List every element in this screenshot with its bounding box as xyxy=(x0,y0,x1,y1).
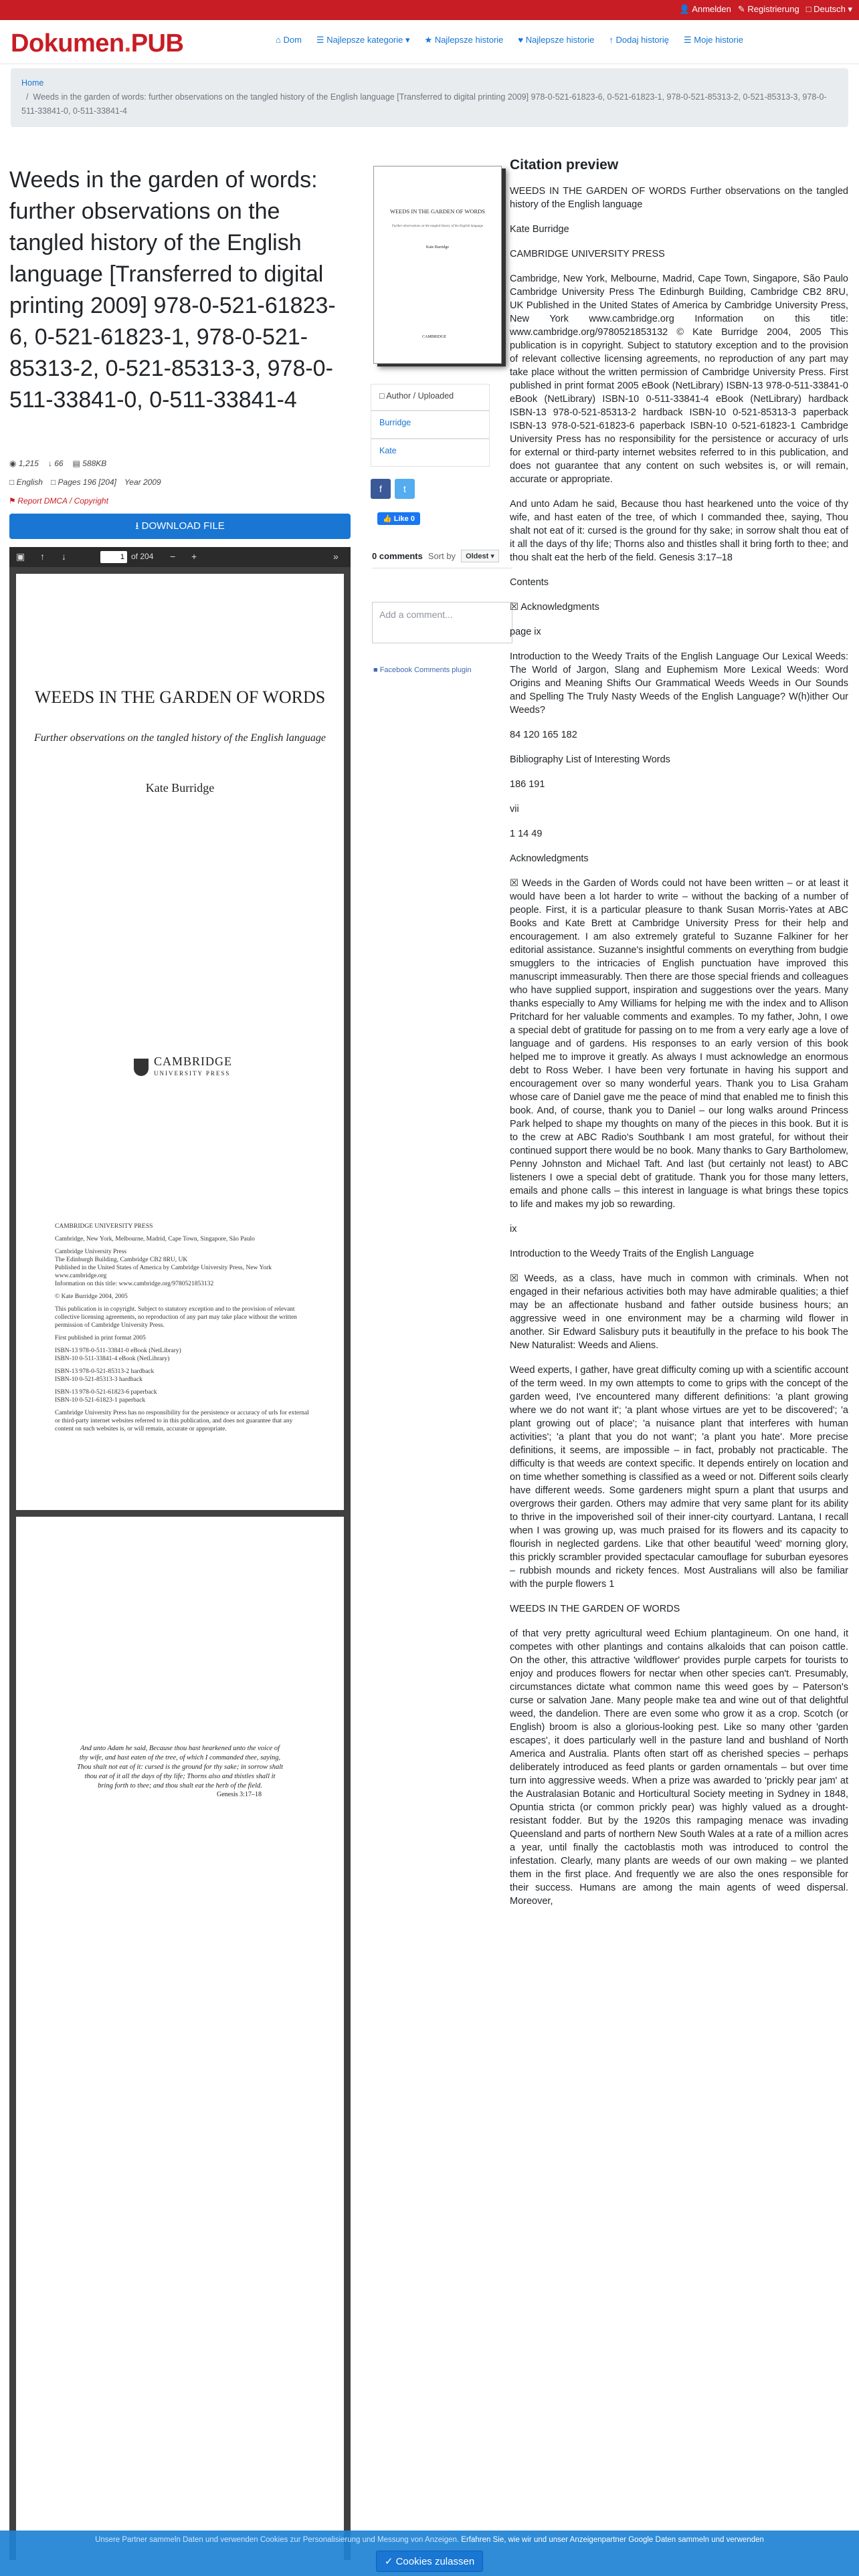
copyright-text: Cambridge University Press xyxy=(55,1249,127,1255)
cambridge-logo xyxy=(134,1055,232,1079)
epigraph-citation: Genesis 3:17–18 xyxy=(217,1791,262,1798)
book-title: Weeds in the garden of words: further observations on the tangled history of the English language [Transferred to digital printing 2009] 978-0-521-61823-6, 0-521-61823-1, 978-0-521-85313-2, 0-521-85313-3, 978-0-511-33841-0, 0-511-33841-4 xyxy=(9,167,336,413)
comments-header xyxy=(372,550,512,568)
language-stat: □ English xyxy=(9,477,43,487)
cambridge-shield-icon xyxy=(134,1059,149,1076)
cambridge-name: CAMBRIDGE xyxy=(154,1055,233,1068)
isbn-line: ISBN-13 978-0-521-61823-6 paperback xyxy=(55,1389,157,1396)
allow-cookies-label: Cookies zulassen xyxy=(395,2556,475,2567)
cover-author: Kate Burridge xyxy=(425,245,450,249)
download-button[interactable]: ⭳ DOWNLOAD FILE xyxy=(9,514,351,539)
navbar xyxy=(0,20,859,64)
logo-tld: PUB xyxy=(130,29,184,58)
citation-paragraph: ☒ Weeds in the Garden of Words could not have been written – or at least it would have been a lot harder to write – without the backing of a number of people. First, it is a particular pleasure to thank Susan Morris-Yates at ABC Books and Kate Brett at Cambridge University Press for their help and encouragement. I am also extremely grateful to Suzanne Falkiner for her editorial assistance. Suzanne's insightful comments on everything from budgie smugglers to the intricacies of English punctuation have improved this manuscript immeasurably. Then there are those special friends and colleagues who have supplied support, inspiration and suggestions over the years. Many thanks especially to Amy Williams for helping me with the index and to Allison Pritchard for her valuable comments and examples. To my father, John, I owe a special debt of gratitude for passing on to me from a very early age a love of language and of gardens. His responses to an early version of this book helped me to improve it greatly. As always I must acknowledge an enormous debt to Ross Weber. I have been very fortunate in having his support and encouragement over so many wonderful years. Thank you to Lisa Graham whose care of Daniel gave me the peace of mind that enabled me to finish this book. And, of course, thank you to Daniel – our long walks around Princess Park helped to shape my thoughts on many of the pieces in this book. But it is to the crew at ABC Radio's Southbank I am most grateful, for without their continued support there would be no book. Many thanks to Gary Bartholomew, Penny Johnston and Michael Taft. And last (but certainly not least) to ABC listeners I owe a special debt of gratitude. Thank you for those many letters, emails and phone calls – this interest in language is what brings these topics to life and makes my job so rewarding. xyxy=(510,878,848,1210)
copyright-text: Information on this title: www.cambridge.org/9780521853132 xyxy=(55,1281,214,1287)
book-details xyxy=(9,477,161,487)
citation-paragraph: Acknowledgments xyxy=(510,853,589,864)
copyright-block xyxy=(55,1222,309,1438)
citation-paragraph: And unto Adam he said, Because thou hast hearkened unto the voice of thy wife, and hast eaten of the tree, of which I commanded thee, saying, Thou shalt not eat of it: cursed is the ground for thy sake; in sorrow shalt thou eat of it all the days of thy life; Thorns also and thistles shall it bring forth to thee; and thou shalt eat the herb of the field. Genesis 3:17–18 xyxy=(510,499,848,563)
nav-categories[interactable]: ☰ Najlepsze kategorie ▾ xyxy=(316,35,410,45)
comments-count: 0 comments xyxy=(372,551,423,561)
book-stats xyxy=(9,459,106,468)
nav-my-stories-label: Moje historie xyxy=(694,35,743,45)
download-label: DOWNLOAD FILE xyxy=(141,520,225,532)
register-link[interactable]: ✎ Registrierung xyxy=(737,4,799,14)
report-label: Report DMCA / Copyright xyxy=(17,496,108,506)
tools-menu-icon[interactable]: » xyxy=(333,551,339,562)
cambridge-wordmark xyxy=(154,1055,232,1079)
main-nav xyxy=(276,35,743,45)
views-stat: ◉ 1,215 xyxy=(9,459,39,468)
page-down-icon[interactable]: ↓ xyxy=(62,551,66,562)
citation-paragraph: 84 120 165 182 xyxy=(510,730,577,740)
citation-paragraph: CAMBRIDGE UNIVERSITY PRESS xyxy=(510,249,665,259)
page-up-icon[interactable]: ↑ xyxy=(40,551,45,562)
cambridge-sub: UNIVERSITY PRESS xyxy=(154,1070,231,1077)
like-label: Like 0 xyxy=(393,515,415,523)
viewer-toolbar xyxy=(9,547,351,567)
pdf-book-author: Kate Burridge xyxy=(145,781,215,794)
citation-paragraph: Kate Burridge xyxy=(510,224,569,235)
citation-paragraph: Bibliography List of Interesting Words xyxy=(510,754,670,765)
pdf-book-title: WEEDS IN THE GARDEN OF WORDS xyxy=(34,687,326,707)
copyright-line: This publication is in copyright. Subject to statutory exception and to the provision of relevant collective licensing agreements, no reproduction of any part may take place without the written permission of Cambridge University Press. xyxy=(55,1306,297,1329)
copyright-line: Cambridge University Press has no responsibility for the persistence or accuracy of urls for external or third-party internet websites referred to in this publication, and does not guarantee that any content on such websites is, or will remain, accurate or appropriate. xyxy=(55,1410,309,1432)
allow-cookies-button[interactable]: ✓ Cookies zulassen xyxy=(376,2551,483,2572)
sort-label: Sort by xyxy=(427,551,456,561)
tag-kate[interactable]: Kate xyxy=(371,439,490,467)
isbn-line: ISBN-13 978-0-511-33841-0 eBook (NetLibrary) xyxy=(55,1348,181,1354)
epigraph: And unto Adam he said, Because thou hast hearkened unto the voice of thy wife, and hast eaten of the tree, of which I commanded thee, saying, Thou shalt not eat of it: cursed is the ground for thy sake; in sorrow shalt thou eat of it all the days of thy life; Thorns also and thistles shall it bring forth to thee; and thou shalt eat the herb of the field. xyxy=(76,1745,284,1790)
downloads-stat: ↓ 66 xyxy=(47,459,64,468)
pdf-viewer[interactable] xyxy=(9,547,351,2560)
comment-input[interactable]: Add a comment... xyxy=(372,602,512,643)
citation-paragraph: Cambridge, New York, Melbourne, Madrid, Cape Town, Singapore, São Paulo Cambridge University Press The Edinburgh Building, Cambridge CB2 8RU, UK Published in the United States of America by Cambridge University Press, New York www.cambridge.org Information on this title: www.cambridge.org/9780521853132 © Kate Burridge 2004, 2005 This publication is in copyright. Subject to statutory exception and to the provision of relevant collective licensing agreements, no reproduction of any part may take place without the written permission of Cambridge University Press. First published in print format 2005 eBook (NetLibrary) ISBN-13 978-0-511-33841-0 eBook (NetLibrary) ISBN-10 0-511-33841-4 eBook (NetLibrary) hardback ISBN-13 978-0-521-85313-2 hardback ISBN-10 0-521-85313-3 paperback ISBN-13 978-0-521-61823-6 paperback ISBN-10 0-521-61823-1 Cambridge University Press has no responsibility for the persistence or accuracy of urls for external or third-party internet websites referred to in this publication, and does not guarantee that any content on such websites is, or will remain, accurate or appropriate. xyxy=(510,274,848,485)
citation-paragraph: page ix xyxy=(510,627,541,637)
tag-burridge[interactable]: Burridge xyxy=(371,411,490,439)
breadcrumb xyxy=(11,68,848,127)
nav-top-stories[interactable]: ★ Najlepsze historie xyxy=(424,35,504,45)
year-stat: Year 2009 xyxy=(124,477,161,487)
nav-best-stories[interactable]: ♥ Najlepsze historie xyxy=(518,35,595,45)
facebook-share-icon[interactable]: f xyxy=(371,479,391,499)
login-label: Anmelden xyxy=(692,4,731,14)
cover-publisher: CAMBRIDGE xyxy=(422,335,447,339)
copyright-line: First published in print format 2005 xyxy=(55,1335,146,1341)
site-logo[interactable] xyxy=(11,29,183,58)
nav-my-stories[interactable]: ☰ Moje historie xyxy=(684,35,743,45)
breadcrumb-separator: / xyxy=(21,92,33,102)
page-number-input[interactable]: 1 xyxy=(100,551,127,563)
downloads-count: 66 xyxy=(54,459,64,468)
account-links xyxy=(679,4,852,15)
book-pages: Pages 196 [204] xyxy=(58,477,116,487)
plugin-label: Facebook Comments plugin xyxy=(379,666,472,674)
facebook-plugin-link[interactable]: ■ Facebook Comments plugin xyxy=(373,666,472,674)
isbn-line: ISBN-10 0-521-85313-3 hardback xyxy=(55,1376,142,1383)
logo-dot: . xyxy=(124,29,131,58)
nav-best-stories-label: Najlepsze historie xyxy=(525,35,595,45)
pages-stat: □ Pages 196 [204] xyxy=(50,477,116,487)
register-label: Registrierung xyxy=(747,4,799,14)
copyright-text: The Edinburgh Building, Cambridge CB2 8RU, UK xyxy=(55,1257,188,1263)
copyright-text: Published in the United States of America by Cambridge University Press, New York xyxy=(55,1265,272,1271)
file-size: 588KB xyxy=(82,459,107,468)
citation-paragraph: ☒ Weeds, as a class, have much in common with criminals. When not engaged in their nefarious activities both may have admirable qualities; a thief may be an affectionate husband and father outside business hours; an aggressive weed in one environment may be a charming wild flower in another. Sir Edward Salisbury puts it beautifully in the preface to his book The New Naturalist: Weeds and Aliens. xyxy=(510,1273,848,1351)
breadcrumb-current: Weeds in the garden of words: further observations on the tangled history of the English language [Transferred to digital printing 2009] 978-0-521-61823-6, 0-521-61823-1, 978-0-521-85313-2, 0-521-85313-3, 978-0-511-33841-0, 0-511-33841-4 xyxy=(21,92,827,116)
cookie-info-link[interactable]: Erfahren Sie, wie wir und unser Anzeigenpartner Google Daten sammeln und verwenden xyxy=(461,2536,764,2544)
cover-title: WEEDS IN THE GARDEN OF WORDS xyxy=(389,208,486,215)
isbn-line: ISBN-10 0-511-33841-4 eBook (NetLibrary) xyxy=(55,1356,170,1362)
breadcrumb-home[interactable]: Home xyxy=(21,78,44,88)
citation-paragraph: Introduction to the Weedy Traits of the English Language xyxy=(510,1249,754,1259)
citation-paragraph: 186 191 xyxy=(510,779,545,790)
top-bar xyxy=(0,0,859,20)
cookie-banner xyxy=(0,2531,859,2576)
citation-paragraph: WEEDS IN THE GARDEN OF WORDS xyxy=(510,1604,680,1614)
sort-value: Oldest xyxy=(466,552,489,560)
nav-home-label: Dom xyxy=(283,35,302,45)
twitter-share-icon[interactable]: t xyxy=(395,479,415,499)
pdf-page-1 xyxy=(16,574,344,1510)
cookie-text: Unsere Partner sammeln Daten und verwenden Cookies zur Personalisierung und Messung von Anzeigen. xyxy=(95,2536,460,2544)
isbn-list xyxy=(55,1368,309,1384)
nav-add-story-label: Dodaj historię xyxy=(615,35,669,45)
book-language: English xyxy=(16,477,43,487)
language-label: Deutsch xyxy=(814,4,846,14)
pdf-page-2 xyxy=(16,1517,344,2560)
copyright-line xyxy=(55,1248,309,1288)
citation-paragraph: 1 14 49 xyxy=(510,829,543,839)
pdf-book-subtitle: Further observations on the tangled history of the English language xyxy=(34,732,326,744)
views-count: 1,215 xyxy=(18,459,39,468)
citation-paragraph: ☒ Acknowledgments xyxy=(510,602,599,613)
citation-paragraph: Weed experts, I gather, have great difficulty coming up with a scientific account of the term weed. In my own attempts to come to grips with the concept of the garden weed, I've encountered many different definitions: 'a plant growing where we do not want it'; 'a plant whose virtues are yet to be discovered'; 'a plant growing out of place'; 'a nuisance plant that interferes with human activities'; 'a plant that you do not want'; 'a plant you hate'. More precise definitions, it seems, are impossible – in fact, probably not practicable. The difficulty is that weeds are context specific. It depends entirely on location and on time whether something is classified as a weed or not. Different soils clearly have different weeds. Some gardeners might spurn a plant that usurps and overgrows their garden. Others may admire that very same plant for its ability to thrive in the impoverished soil of their inner-city courtyard. Lantana, I recall when I was growing up, was much praised for its flowers and its capacity to flourish in neglected gardens. Like that other beautiful 'weed' morning glory, this prickly scrambler provided spectacular camouflage for suburban eyesores – rubbish mounds and rickety fences. Most Australians will also be familiar with the purple flowers 1 xyxy=(510,1365,848,1590)
nav-categories-label: Najlepsze kategorie xyxy=(326,35,403,45)
nav-home[interactable]: ⌂ Dom xyxy=(276,35,302,45)
isbn-list xyxy=(55,1347,309,1363)
share-buttons xyxy=(371,479,415,499)
book-cover xyxy=(373,166,502,364)
sort-select[interactable]: Oldest ▾ xyxy=(461,550,499,562)
citation-paragraph: of that very pretty agricultural weed Echium plantagineum. On one hand, it competes with other plantings and contains alkaloids that can poison cattle. On the other, this attractive 'wildflower' provides purple carpets for tourists to enjoy and produces flowers for nectar when other species can't. Presumably, circumstances dictate what common name this weed goes by – Paterson's curse or salvation Jane. Many people make tea and wine out of that delightful weed, the dandelion. There are even some who grow it as a crop. Scotch (or English) broom is also a glorious-looking pest. Like so many other 'garden escapes', it does particularly well in the pasture land and bushland of North America and Australia. Plants often start off as cherished species – perhaps deliberately introduced as feed plants or garden ornamentals – but over time turn into aggressive weeds. When a prize was awarded to 'prickly pear jam' at the Australasian Botanic and Horticultural Society meeting in Sydney in 1848, Opuntia stricta (or common prickly pear) was highly valued as a drought-resistant fodder. But by the 1920s this rampaging menace was invading Queensland and parts of northern New South Wales at a rate of a million acres a year, until finally the cactoblastis moth was introduced to control the infestation. Clearly, many plants are weeds of our own making – we planted them in the first place. And frequently we are also the ones responsible for their success. Humans are among the main agents of weed dispersal. Moreover, xyxy=(510,1628,848,1907)
copyright-line: CAMBRIDGE UNIVERSITY PRESS xyxy=(55,1223,153,1230)
nav-add-story[interactable]: ↑ Dodaj historię xyxy=(609,35,669,45)
language-select[interactable]: □ Deutsch ▾ xyxy=(805,4,852,14)
zoom-out-icon[interactable]: − xyxy=(170,551,176,562)
page-total: of 204 xyxy=(131,552,154,561)
report-link[interactable]: ⚑ Report DMCA / Copyright xyxy=(9,496,108,506)
citation-paragraph: Introduction to the Weedy Traits of the English Language Our Lexical Weeds: The World of Jargon, Slang and Euphemism More Lexical Weeds: Word Origins and Meaning Shifts Our Grammatical Weeds Weeds in Our Sounds and Spelling The Truly Nasty Weeds of the English Language? W(h)ither Our Weeds? xyxy=(510,651,848,716)
citation-heading: Citation preview xyxy=(510,157,619,173)
citation-paragraph: vii xyxy=(510,804,519,815)
isbn-list xyxy=(55,1388,309,1404)
isbn-line: ISBN-13 978-0-521-85313-2 hardback xyxy=(55,1368,155,1375)
nav-top-stories-label: Najlepsze historie xyxy=(434,35,504,45)
cover-subtitle: Further observations on the tangled history of the English language xyxy=(391,225,484,228)
isbn-line: ISBN-10 0-521-61823-1 paperback xyxy=(55,1397,146,1404)
copyright-line: © Kate Burridge 2004, 2005 xyxy=(55,1293,128,1300)
copyright-text: www.cambridge.org xyxy=(55,1273,107,1279)
size-stat: ▤ 588KB xyxy=(72,459,107,468)
citation-preview xyxy=(510,156,848,1919)
citation-paragraph: WEEDS IN THE GARDEN OF WORDS Further observations on the tangled history of the English language xyxy=(510,186,848,210)
sidebar-toggle-icon[interactable]: ▣ xyxy=(16,551,25,562)
facebook-like-button[interactable]: 👍 Like 0 xyxy=(377,512,420,525)
zoom-in-icon[interactable]: + xyxy=(191,551,197,562)
copyright-line: Cambridge, New York, Melbourne, Madrid, Cape Town, Singapore, São Paulo xyxy=(55,1236,255,1243)
logo-main: Dokumen xyxy=(11,29,124,58)
citation-paragraph: Contents xyxy=(510,577,549,588)
login-link[interactable]: 👤 Anmelden xyxy=(679,4,731,14)
citation-paragraph: ix xyxy=(510,1224,517,1235)
author-uploaded-label: Author / Uploaded xyxy=(386,391,454,401)
author-uploaded-box: □ Author / Uploaded xyxy=(371,384,490,411)
